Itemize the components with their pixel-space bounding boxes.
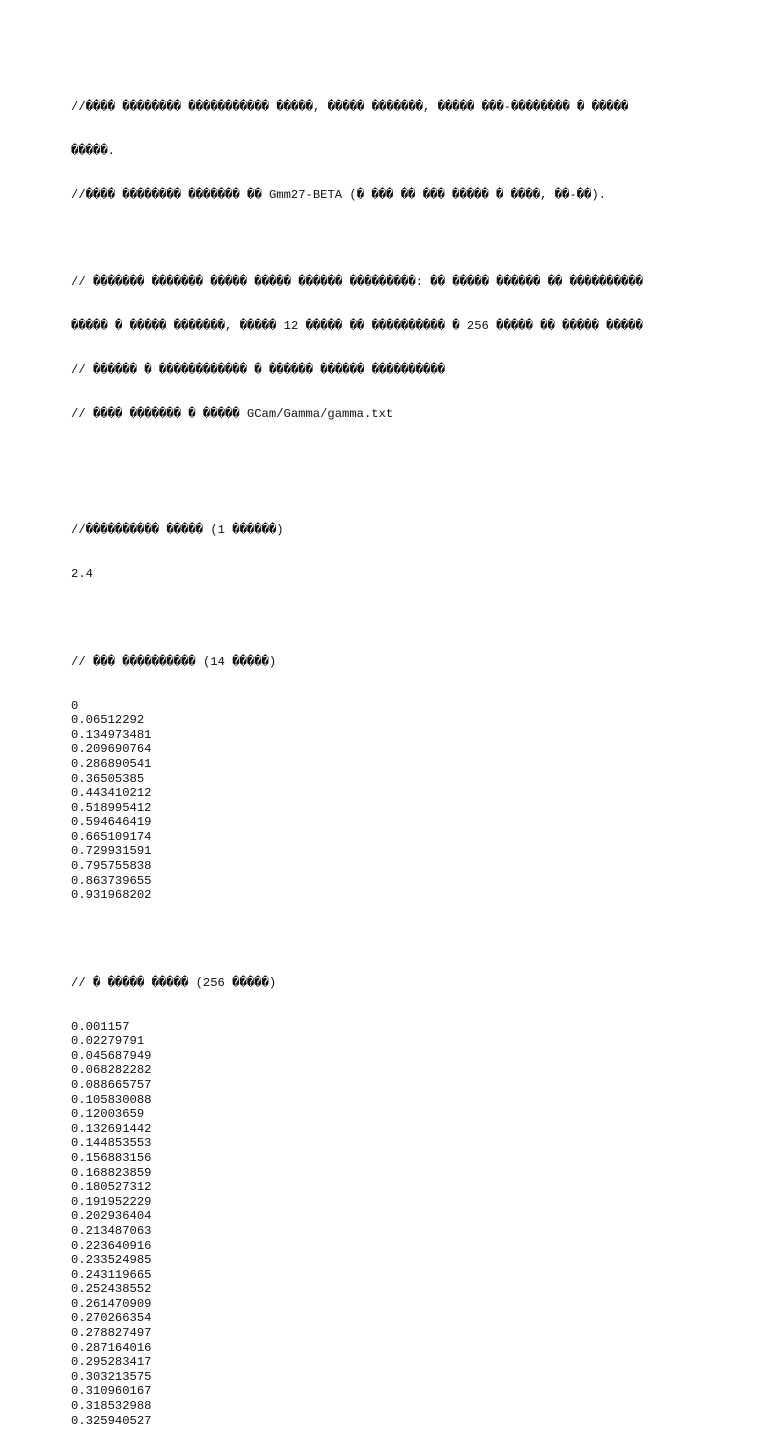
blank-lines: [71, 450, 691, 494]
value-line: 0.209690764: [71, 742, 152, 757]
value-line: 0.068282282: [71, 1063, 152, 1078]
gamma-comment: //���������� ����� (1 ������): [71, 523, 284, 538]
value-line: 0.156883156: [71, 1150, 152, 1165]
value-line: 0.088665757: [71, 1077, 152, 1092]
points-256-comment: // � ����� ����� (256 �����): [71, 975, 277, 990]
value-line: 0.278827497: [71, 1326, 152, 1341]
value-line: 0.287164016: [71, 1340, 152, 1355]
gamma-value: 2.4: [71, 567, 93, 582]
header-comment-line: �����.: [71, 143, 116, 158]
blank-line: [71, 232, 691, 247]
document-text: [71, 71, 691, 1443]
value-line: 0.303213575: [71, 1369, 152, 1384]
value-line: 0.191952229: [71, 1194, 152, 1209]
value-line: 0.295283417: [71, 1355, 152, 1370]
info-comment-line: ����� � ����� �������, ����� 12 ����� �� ���������� � 256 ����� �� ����� �����: [71, 319, 643, 334]
value-line: 0.132691442: [71, 1121, 152, 1136]
value-line: 0.12003659: [71, 1107, 145, 1122]
value-line: 0.243119665: [71, 1267, 152, 1282]
value-line: 0.02279791: [71, 1034, 145, 1049]
value-line: 0.863739655: [71, 873, 152, 888]
info-comment-line: // ������� ������� ����� ����� ������ ���������: �� ����� ������ �� ����������: [71, 275, 643, 290]
value-line: 0.233524985: [71, 1253, 152, 1268]
value-line: 0.144853553: [71, 1136, 152, 1151]
value-line: 0.318532988: [71, 1399, 152, 1414]
value-line: 0.594646419: [71, 815, 152, 830]
value-line: 0.261470909: [71, 1296, 152, 1311]
value-line: 0.213487063: [71, 1223, 152, 1238]
header-comment-line: //���� �������� ������� �� Gmm27-BETA (� ��� �� ��� ����� � ����, ��-��).: [71, 187, 606, 202]
points-12-list: [71, 699, 691, 903]
value-line: 0.729931591: [71, 844, 152, 859]
value-line: 0.665109174: [71, 829, 152, 844]
value-line: 0.252438552: [71, 1282, 152, 1297]
value-line: 0.286890541: [71, 756, 152, 771]
header-comment-line: //���� �������� ����������� �����, ����� �������, ����� ���-�������� � �����: [71, 100, 629, 115]
value-line: 0.06512292: [71, 713, 145, 728]
value-line: 0.518995412: [71, 800, 152, 815]
value-line: 0.270266354: [71, 1311, 152, 1326]
value-line: 0.36505385: [71, 771, 145, 786]
value-line: 0.001157: [71, 1019, 130, 1034]
points-256-list: [71, 1020, 691, 1429]
value-line: 0.931968202: [71, 888, 152, 903]
value-line: 0.045687949: [71, 1048, 152, 1063]
value-line: 0.443410212: [71, 786, 152, 801]
value-line: 0.325940527: [71, 1413, 152, 1428]
value-line: 0.310960167: [71, 1384, 152, 1399]
value-line: 0.223640916: [71, 1238, 152, 1253]
blank-line: [71, 932, 691, 947]
info-comment-line: // ������ � ������������ � ������ ������ ����������: [71, 362, 445, 377]
points-12-comment: // ��� ���������� (14 �����): [71, 654, 277, 669]
info-comment-line: // ���� ������� � ����� GCam/Gamma/gamma.txt: [71, 406, 394, 421]
value-line: 0.795755838: [71, 859, 152, 874]
value-line: 0: [71, 698, 79, 713]
value-line: 0.168823859: [71, 1165, 152, 1180]
value-line: 0.134973481: [71, 727, 152, 742]
value-line: 0.180527312: [71, 1180, 152, 1195]
value-line: 0.202936404: [71, 1209, 152, 1224]
blank-line: [71, 611, 691, 626]
value-line: 0.105830088: [71, 1092, 152, 1107]
